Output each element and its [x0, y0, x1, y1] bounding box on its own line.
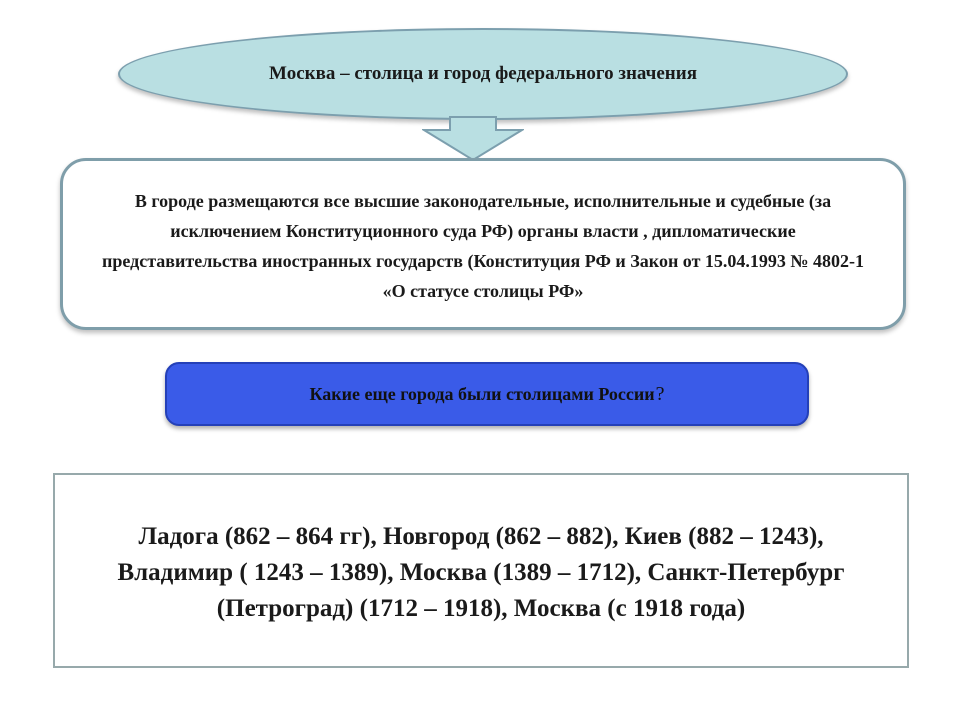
question-mark: ? — [655, 382, 665, 405]
title-text: Москва – столица и город федерального значения — [269, 63, 697, 84]
title-ellipse — [118, 28, 848, 120]
info-box — [60, 158, 906, 330]
capitals-box — [53, 473, 909, 668]
info-text: В городе размещаются все высшие законодательные, исполнительные и судебные (за исключением Конституционного суда РФ) органы власти , дипломатические представительства иностранных государств (Конституция РФ и Закон от 15.04.1993 № 4802-1 «О статусе столицы РФ» — [101, 191, 864, 301]
question-text: Какие еще города были столицами России — [309, 383, 655, 404]
question-banner — [165, 362, 809, 426]
down-arrow-icon — [422, 116, 524, 162]
capitals-text: Ладога (862 – 864 гг), Новгород (862 – 882), Киев (882 – 1243), Владимир ( 1243 – 1389), Москва (1389 – 1712), Санкт-Петербург (Петроград) (1712 – 1918), Москва (с 1918 года) — [117, 522, 845, 622]
